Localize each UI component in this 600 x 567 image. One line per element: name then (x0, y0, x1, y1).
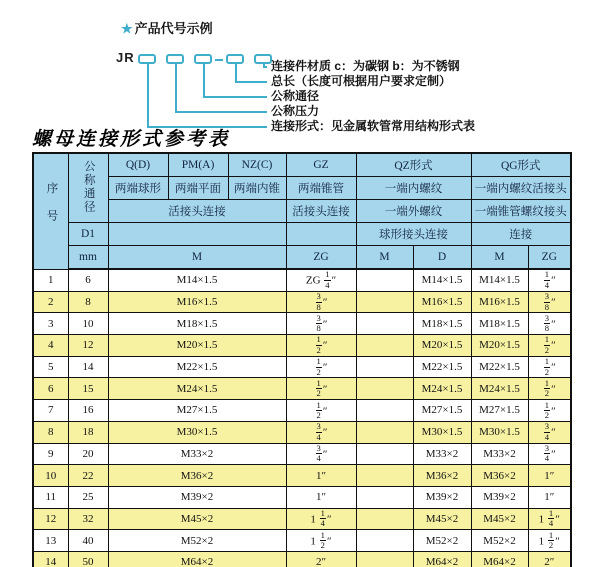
header-sub-qg: 一端内螺纹活接头 (471, 177, 571, 200)
table-row-3 (33, 313, 571, 335)
cell-gz: $\frac{1}{2}$ ″ (286, 356, 356, 378)
connector-hline-2 (235, 81, 267, 83)
cell-m: M33×2 (108, 443, 286, 465)
header-connect-qg: 连接 (471, 223, 571, 246)
cell-gz: $\frac{1}{2}$ ″ (286, 335, 356, 357)
cell-m: M45×2 (108, 508, 286, 530)
cell-qg-m: M36×2 (471, 465, 528, 487)
cell-m: M18×1.5 (108, 313, 286, 335)
header-row-4 (33, 223, 571, 246)
cell-qz-m (356, 465, 413, 487)
cell-m: M24×1.5 (108, 378, 286, 400)
nut-connection-reference-table (32, 152, 572, 567)
header-blank-gz (286, 223, 356, 246)
header-row-3 (33, 200, 571, 223)
cell-qg-zg: $\frac{1}{2}$ ″ (528, 400, 571, 422)
cell-qz-d: M45×2 (413, 508, 471, 530)
cell-gz: 2″ (286, 551, 356, 567)
table-row-6 (33, 378, 571, 400)
connector-hline-3 (203, 96, 267, 98)
cell-qz-d: M14×1.5 (413, 269, 471, 291)
star-icon: ★ (121, 21, 133, 36)
table-row-14 (33, 551, 571, 567)
cell-m: M64×2 (108, 551, 286, 567)
cell-gz: $\frac{3}{4}$ ″ (286, 443, 356, 465)
cell-dn: 6 (68, 269, 108, 291)
cell-qz-d: M64×2 (413, 551, 471, 567)
cell-qg-zg: 1″ (528, 465, 571, 487)
header-sub-gz: 两端锥管 (286, 177, 356, 200)
header-sub-pm: 两端平面 (168, 177, 228, 200)
header-qz-m: M (356, 246, 413, 270)
cell-qz-d: M52×2 (413, 530, 471, 552)
cell-qz-d: M20×1.5 (413, 335, 471, 357)
header-m: M (108, 246, 286, 270)
cell-m: M20×1.5 (108, 335, 286, 357)
cell-no: 9 (33, 443, 68, 465)
cell-gz: 1″ (286, 465, 356, 487)
cell-qg-zg: $\frac{1}{2}$ ″ (528, 356, 571, 378)
diagram-label-1: 连接件材质 c：为碳钢 b：为不锈钢 (271, 59, 460, 73)
header-ball-joint-qz: 球形接头连接 (356, 223, 471, 246)
header-col-nz: NZ(C) (228, 153, 286, 177)
cell-m: M22×1.5 (108, 356, 286, 378)
cell-dn: 12 (68, 335, 108, 357)
cell-dn: 40 (68, 530, 108, 552)
cell-qg-zg: $\frac{3}{8}$ ″ (528, 313, 571, 335)
cell-no: 7 (33, 400, 68, 422)
cell-m: M36×2 (108, 465, 286, 487)
diagram-title (121, 18, 213, 37)
diagram-label-2: 总长（长度可根据用户要求定制） (271, 74, 452, 88)
cell-no: 4 (33, 335, 68, 357)
diagram-label-4: 公称压力 (271, 104, 320, 118)
header-col-pm: PM(A) (168, 153, 228, 177)
cell-qz-m (356, 486, 413, 508)
cell-qz-m (356, 530, 413, 552)
header-zg: ZG (286, 246, 356, 270)
header-mm: mm (68, 246, 108, 270)
cell-m: M30×1.5 (108, 421, 286, 443)
cell-m: M16×1.5 (108, 291, 286, 313)
cell-qg-m: M64×2 (471, 551, 528, 567)
table-title: 螺母连接形式参考表 (32, 129, 231, 150)
cell-qz-m (356, 400, 413, 422)
cell-dn: 22 (68, 465, 108, 487)
cell-no: 2 (33, 291, 68, 313)
cell-qg-zg: 1″ (528, 486, 571, 508)
cell-m: M27×1.5 (108, 400, 286, 422)
cell-dn: 14 (68, 356, 108, 378)
cell-no: 3 (33, 313, 68, 335)
cell-qg-m: M30×1.5 (471, 421, 528, 443)
table-row-10 (33, 465, 571, 487)
cell-qg-zg: 1 $\frac{1}{2}$ ″ (528, 530, 571, 552)
connector-vline-5 (147, 63, 149, 126)
cell-qz-d: M16×1.5 (413, 291, 471, 313)
cell-qg-zg: 2″ (528, 551, 571, 567)
connector-hline-4 (175, 111, 267, 113)
connector-hline-1 (263, 66, 267, 68)
cell-dn: 20 (68, 443, 108, 465)
cell-qg-m: M24×1.5 (471, 378, 528, 400)
cell-qz-d: M18×1.5 (413, 313, 471, 335)
cell-qz-m (356, 443, 413, 465)
cell-qg-m: M33×2 (471, 443, 528, 465)
cell-qg-m: M22×1.5 (471, 356, 528, 378)
header-qz-d: D (413, 246, 471, 270)
cell-qz-m (356, 291, 413, 313)
cell-gz: $\frac{3}{8}$ ″ (286, 291, 356, 313)
cell-gz: $\frac{1}{2}$ ″ (286, 400, 356, 422)
diagram-label-3: 公称通径 (271, 89, 320, 103)
cell-m: M39×2 (108, 486, 286, 508)
cell-qg-zg: $\frac{3}{4}$ ″ (528, 443, 571, 465)
cell-qg-zg: $\frac{1}{2}$ ″ (528, 378, 571, 400)
table-row-8 (33, 421, 571, 443)
cell-qz-m (356, 421, 413, 443)
table-row-5 (33, 356, 571, 378)
code-dash (215, 59, 223, 61)
cell-qz-m (356, 313, 413, 335)
header-sub-nz: 两端内锥 (228, 177, 286, 200)
cell-gz: ZG $\frac{1}{4}$ ″ (286, 269, 356, 291)
table-row-7 (33, 400, 571, 422)
cell-gz: $\frac{1}{2}$ ″ (286, 378, 356, 400)
cell-qg-m: M39×2 (471, 486, 528, 508)
cell-qz-d: M22×1.5 (413, 356, 471, 378)
header-union-gz: 活接头连接 (286, 200, 356, 223)
header-taper-joint-qg: 一端锥管螺纹接头 (471, 200, 571, 223)
cell-dn: 50 (68, 551, 108, 567)
cell-gz: $\frac{3}{8}$ ″ (286, 313, 356, 335)
cell-qg-zg: $\frac{3}{8}$ ″ (528, 291, 571, 313)
connector-vline-2 (235, 63, 237, 81)
table-row-1 (33, 269, 571, 291)
header-dn: 公称通径 (68, 153, 108, 223)
connector-vline-4 (175, 63, 177, 111)
table-row-11 (33, 486, 571, 508)
table-row-2 (33, 291, 571, 313)
cell-qg-m: M14×1.5 (471, 269, 528, 291)
header-seq: 序号 (33, 153, 68, 269)
cell-qz-m (356, 356, 413, 378)
cell-qg-zg: $\frac{1}{2}$ ″ (528, 335, 571, 357)
cell-qz-m (356, 335, 413, 357)
cell-no: 6 (33, 378, 68, 400)
cell-dn: 16 (68, 400, 108, 422)
product-code-prefix: JR (116, 50, 135, 65)
table-row-12 (33, 508, 571, 530)
cell-qz-m (356, 508, 413, 530)
diagram-label-5: 连接形式：见金属软管常用结构形式表 (271, 119, 476, 133)
cell-qg-m: M27×1.5 (471, 400, 528, 422)
cell-dn: 8 (68, 291, 108, 313)
header-qg-zg: ZG (528, 246, 571, 270)
cell-no: 10 (33, 465, 68, 487)
cell-gz: 1 $\frac{1}{2}$ ″ (286, 530, 356, 552)
cell-qz-d: M39×2 (413, 486, 471, 508)
cell-m: M14×1.5 (108, 269, 286, 291)
cell-no: 12 (33, 508, 68, 530)
cell-no: 13 (33, 530, 68, 552)
table-row-9 (33, 443, 571, 465)
cell-no: 14 (33, 551, 68, 567)
connector-vline-3 (203, 63, 205, 96)
table-row-4 (33, 335, 571, 357)
cell-dn: 32 (68, 508, 108, 530)
cell-qg-zg: $\frac{3}{4}$ ″ (528, 421, 571, 443)
header-row-2 (33, 177, 571, 200)
cell-qg-zg: 1 $\frac{1}{4}$ ″ (528, 508, 571, 530)
cell-qg-m: M45×2 (471, 508, 528, 530)
cell-qz-d: M27×1.5 (413, 400, 471, 422)
cell-qg-m: M16×1.5 (471, 291, 528, 313)
header-ext-thread-qz: 一端外螺纹 (356, 200, 471, 223)
cell-qg-m: M18×1.5 (471, 313, 528, 335)
cell-qz-d: M24×1.5 (413, 378, 471, 400)
cell-qg-m: M20×1.5 (471, 335, 528, 357)
cell-gz: 1″ (286, 486, 356, 508)
header-union-left: 活接头连接 (108, 200, 286, 223)
header-qg-m: M (471, 246, 528, 270)
cell-qz-d: M36×2 (413, 465, 471, 487)
header-row-1 (33, 153, 571, 177)
cell-qg-m: M52×2 (471, 530, 528, 552)
header-sub-q: 两端球形 (108, 177, 168, 200)
cell-qz-m (356, 551, 413, 567)
cell-dn: 15 (68, 378, 108, 400)
table-row-13 (33, 530, 571, 552)
header-row-5 (33, 246, 571, 270)
cell-gz: 1 $\frac{1}{4}$ ″ (286, 508, 356, 530)
cell-dn: 18 (68, 421, 108, 443)
cell-no: 11 (33, 486, 68, 508)
cell-qg-zg: $\frac{1}{4}$ ″ (528, 269, 571, 291)
cell-qz-m (356, 378, 413, 400)
cell-no: 1 (33, 269, 68, 291)
cell-dn: 10 (68, 313, 108, 335)
header-d1: D1 (68, 223, 108, 246)
header-col-qg: QG形式 (471, 153, 571, 177)
cell-m: M52×2 (108, 530, 286, 552)
cell-qz-m (356, 269, 413, 291)
diagram-title-text: 产品代号示例 (134, 21, 213, 36)
header-col-gz: GZ (286, 153, 356, 177)
header-col-qz: QZ形式 (356, 153, 471, 177)
cell-qz-d: M33×2 (413, 443, 471, 465)
header-col-q: Q(D) (108, 153, 168, 177)
cell-dn: 25 (68, 486, 108, 508)
cell-no: 8 (33, 421, 68, 443)
cell-gz: $\frac{3}{4}$ ″ (286, 421, 356, 443)
header-sub-qz: 一端内螺纹 (356, 177, 471, 200)
cell-qz-d: M30×1.5 (413, 421, 471, 443)
cell-no: 5 (33, 356, 68, 378)
header-blank-left (108, 223, 286, 246)
